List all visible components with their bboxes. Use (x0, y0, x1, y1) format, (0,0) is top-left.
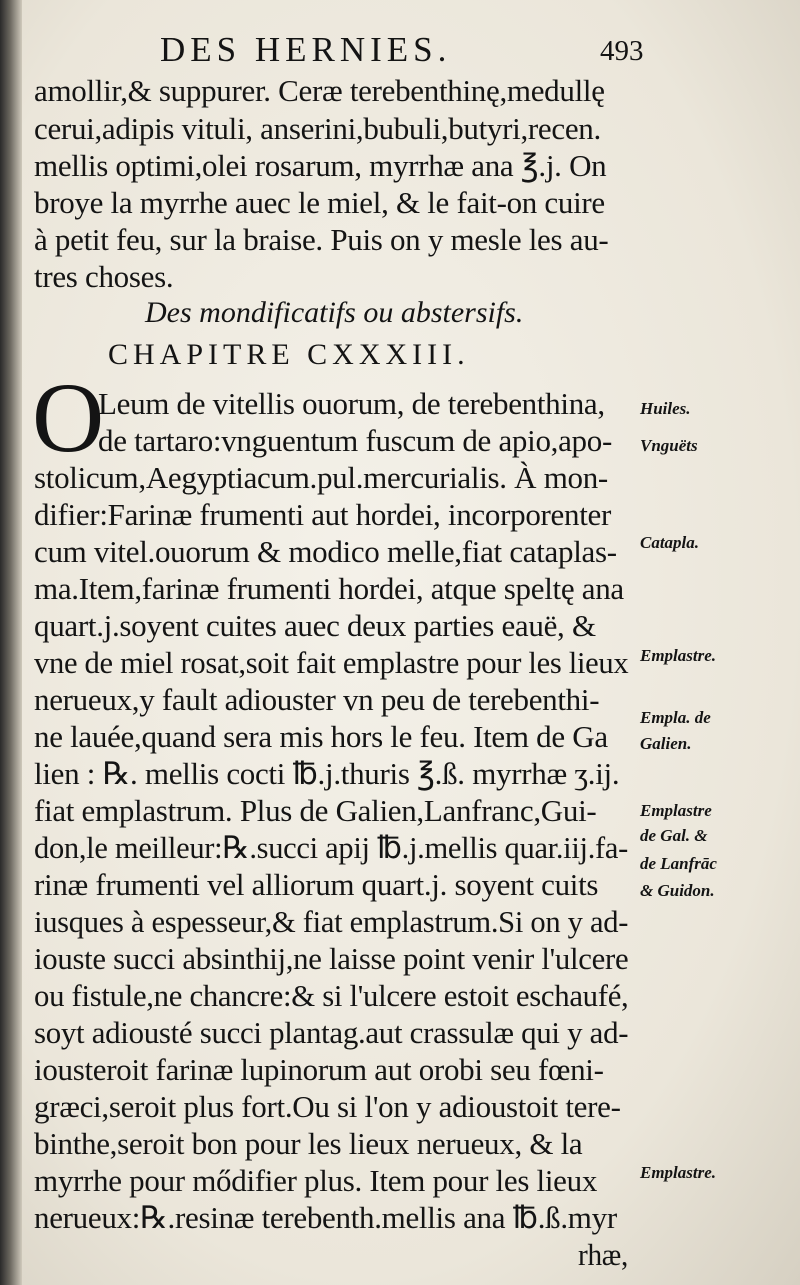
text-line: tres choses. (34, 259, 174, 294)
text-line: stolicum,Aegyptiacum.pul.mercurialis. À mon- (34, 460, 608, 495)
text-line: don,le meilleur:℞.succi apij ℔.j.mellis quar.iij.fa- (34, 830, 628, 865)
margin-note: Emplastre. (640, 1163, 717, 1182)
margin-note: & Guidon. (640, 881, 715, 900)
text-line: difier:Farinæ frumenti aut hordei, incorporenter (34, 497, 611, 532)
text-line: nerueux,y fault adiouster vn peu de terebenthi- (34, 682, 600, 717)
catchword: rhæ, (578, 1237, 629, 1272)
margin-note: Emplastre (640, 801, 712, 820)
text-line: soyt adiousté succi plantag.aut crassulæ qui y ad- (34, 1015, 629, 1050)
drop-cap: O (32, 362, 105, 473)
text-line: lien : ℞. mellis cocti ℔.j.thuris ℥.ß. myrrhæ ʒ.ij. (34, 756, 620, 791)
text-line: Leum de vitellis ouorum, de terebenthina, (98, 386, 605, 421)
text-line: quart.j.soyent cuites auec deux parties eauë, & (34, 608, 596, 643)
margin-note: Emplastre. (640, 646, 717, 665)
text-line: de tartaro:vnguentum fuscum de apio,apo- (98, 423, 612, 458)
text-line: cum vitel.ouorum & modico melle,fiat cataplas- (34, 534, 617, 569)
margin-note: de Gal. & (640, 826, 708, 845)
text-line: iusques à espesseur,& fiat emplastrum.Si on y ad- (34, 904, 629, 939)
chapter-number: CHAPITRE CXXXIII. (108, 338, 470, 371)
page-number: 493 (600, 35, 644, 67)
text-line: vne de miel rosat,soit fait emplastre pour les lieux (34, 645, 629, 680)
running-head (160, 20, 780, 70)
text-line: mellis optimi,olei rosarum, myrrhæ ana ℥.j. On (34, 148, 607, 183)
text-line: græci,seroit plus fort.Ou si l'on y adioustoit tere- (34, 1089, 621, 1124)
text-line: rinæ frumenti vel alliorum quart.j. soyent cuits (34, 867, 599, 902)
margin-note: Empla. de (640, 708, 711, 727)
text-line: broye la myrrhe auec le miel, & le fait-on cuire (34, 185, 605, 220)
running-title: DES HERNIES. (160, 30, 452, 69)
chapter-heading: Des mondificatifs ou abstersifs. (145, 296, 524, 329)
text-line: fiat emplastrum. Plus de Galien,Lanfranc,Gui- (34, 793, 597, 828)
text-line: iouste succi absinthij,ne laisse point venir l'ulcere (34, 941, 629, 976)
text-line: à petit feu, sur la braise. Puis on y mesle les au- (34, 222, 609, 257)
text-line: ma.Item,farinæ frumenti hordei, atque speltę ana (34, 571, 624, 606)
margin-note: Galien. (640, 734, 692, 753)
margin-note: Catapla. (640, 533, 700, 552)
text-line: ne lauée,quand sera mis hors le feu. Item de Ga (34, 719, 608, 754)
text-line: cerui,adipis vituli, anserini,bubuli,butyri,recen. (34, 111, 601, 146)
text-line: amollir,& suppurer. Ceræ terebenthinę,medullę (34, 73, 605, 108)
text-line: iousteroit farinæ lupinorum aut orobi seu fœni- (34, 1052, 604, 1087)
margin-note: Huiles. (640, 399, 691, 418)
binding-gutter (0, 0, 22, 1285)
text-line: ou fistule,ne chancre:& si l'ulcere estoit eschaufé, (34, 978, 629, 1013)
margin-note: Vnguëts (640, 436, 698, 455)
margin-note: de Lanfrāc (640, 854, 717, 873)
text-line: myrrhe pour mődifier plus. Item pour les lieux (34, 1163, 598, 1198)
text-line: nerueux:℞.resinæ terebenth.mellis ana ℔.ß.myr (34, 1200, 617, 1235)
text-line: binthe,seroit bon pour les lieux nerueux, & la (34, 1126, 583, 1161)
